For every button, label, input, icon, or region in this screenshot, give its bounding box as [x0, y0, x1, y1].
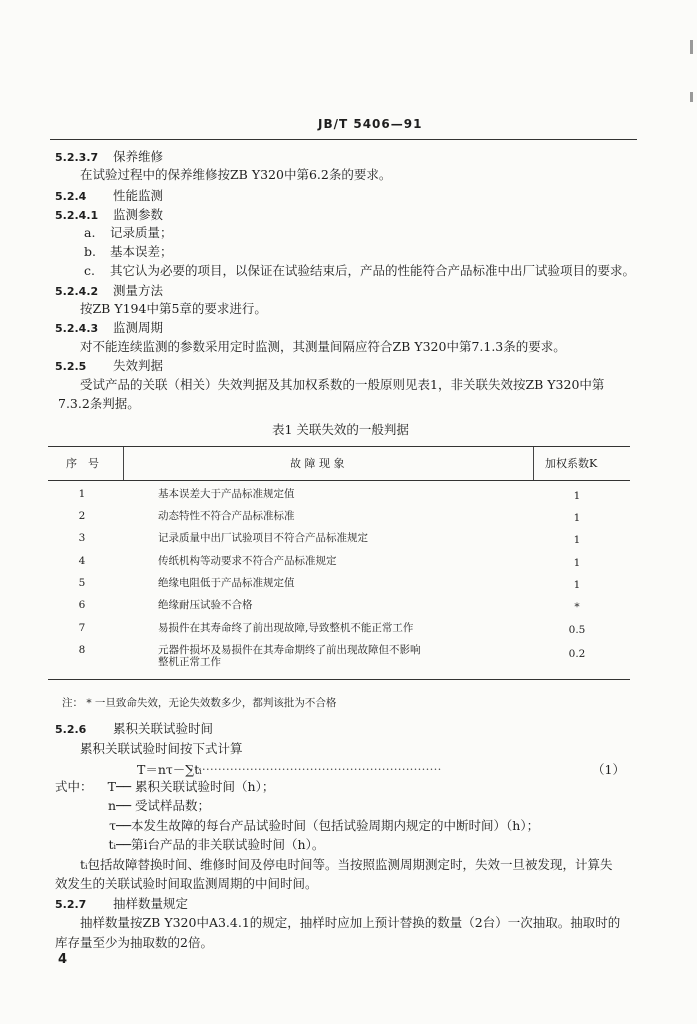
list-item	[84, 263, 635, 279]
section-number: 5.2.3.7	[55, 151, 99, 164]
section-5242-heading	[55, 283, 163, 300]
doc-code: JB/T 5406—91	[318, 117, 423, 131]
row-phenomenon: 绝缘电阻低于产品标准规定值	[158, 577, 295, 589]
section-title: 监测周期	[113, 320, 164, 335]
definition-line	[92, 837, 324, 853]
row-phenomenon: 传纸机构等动要求不符合产品标准规定	[158, 555, 337, 567]
row-weight: 1	[573, 512, 581, 524]
row-index: 4	[78, 555, 86, 567]
section-5237-heading	[55, 149, 163, 166]
list-item	[84, 225, 173, 241]
table-column-divider	[533, 447, 534, 480]
row-weight: *	[574, 601, 580, 613]
definition-text: ── 累积关联试验时间（h）；	[116, 779, 275, 794]
row-index: 3	[78, 532, 86, 544]
section-526-note-line1: tᵢ包括故障替换时间、维修时间及停电时间等。当按照监测周期测定时，失效一旦被发现，计算失	[80, 857, 613, 872]
section-title: 失效判据	[113, 358, 164, 373]
section-number: 5.2.6	[55, 723, 87, 736]
table-bottom-rule	[48, 679, 630, 680]
section-number: 5.2.4.1	[55, 209, 99, 222]
section-524-heading	[55, 188, 163, 205]
section-527-body-line2: 库存量至少为抽取数的2倍。	[55, 935, 213, 950]
list-item	[84, 244, 173, 260]
section-5237-body: 在试验过程中的保养维修按ZB Y320中第6.2条的要求。	[80, 167, 392, 182]
formula: T＝nτ－∑tᵢ	[137, 762, 202, 777]
row-weight: 1	[573, 534, 581, 546]
section-526-heading	[55, 721, 213, 738]
section-525-body-line2: 7.3.2条判据。	[58, 396, 140, 411]
section-number: 5.2.7	[55, 898, 87, 911]
row-index: 8	[78, 644, 86, 656]
formula-leader-dots: ·······························································	[190, 763, 442, 776]
definition-text: ── 受试样品数；	[116, 798, 211, 813]
row-weight: 1	[573, 557, 581, 569]
row-phenomenon: 易损件在其寿命终了前出现故障,导致整机不能正常工作	[158, 622, 414, 634]
list-mark: b.	[84, 244, 96, 259]
section-title: 抽样数量规定	[113, 896, 189, 911]
row-weight: 1	[573, 490, 581, 502]
row-index: 2	[78, 510, 86, 522]
section-title: 测量方法	[113, 283, 164, 298]
table-caption: 表1 关联失效的一般判据	[272, 422, 409, 437]
list-mark: a.	[84, 225, 96, 240]
page-number: 4	[58, 952, 68, 967]
section-527-heading	[55, 896, 188, 913]
scan-edge-mark	[690, 92, 693, 102]
section-5243-body: 对不能连续监测的参数采用定时监测，其测量间隔应符合ZB Y320中第7.1.3条的要求。	[80, 339, 566, 354]
row-phenomenon: 绝缘耐压试验不合格	[158, 599, 253, 611]
section-title: 保养维修	[113, 149, 164, 164]
section-number: 5.2.5	[55, 360, 87, 373]
row-index: 7	[78, 622, 86, 634]
definition-text: ──第i台产品的非关联试验时间（h）。	[116, 837, 325, 852]
row-phenomenon: 基本误差大于产品标准规定值	[158, 488, 295, 500]
table-note: 注： * 一旦致命失效，无论失效数多少，都判该批为不合格	[62, 697, 337, 709]
definition-symbol: T	[107, 779, 116, 794]
section-title: 性能监测	[113, 188, 164, 203]
table-top-rule	[48, 446, 630, 447]
row-phenomenon: 动态特性不符合产品标准标准	[158, 510, 295, 522]
table-column-divider	[123, 447, 124, 480]
table-header-index: 序 号	[66, 457, 99, 470]
where-label: 式中：	[55, 779, 93, 794]
row-phenomenon: 记录质量中出厂试验项目不符合产品标准规定	[158, 532, 368, 544]
section-526-note-line2: 效发生的关联试验时间取监测周期的中间时间。	[55, 876, 318, 891]
row-weight: 0.5	[568, 624, 586, 636]
row-phenomenon-line2: 整机正常工作	[158, 656, 221, 668]
list-mark: c.	[84, 263, 95, 278]
row-weight: 1	[573, 579, 581, 591]
section-5243-heading	[55, 320, 163, 337]
row-phenomenon-line1: 元器件损坏及易损件在其寿命期终了前出现故障但不影响	[158, 644, 421, 656]
row-index: 5	[78, 577, 86, 589]
scan-edge-mark	[690, 40, 693, 54]
section-525-body-line1: 受试产品的关联（相关）失效判据及其加权系数的一般原则见表1，非关联失效按ZB Y320中第	[80, 377, 605, 392]
header-rule	[50, 139, 637, 140]
row-weight: 0.2	[568, 648, 586, 660]
section-number: 5.2.4.3	[55, 322, 99, 335]
row-index: 1	[78, 488, 86, 500]
section-number: 5.2.4	[55, 190, 87, 203]
list-text: 记录质量；	[110, 225, 173, 240]
definition-symbol: n	[107, 798, 116, 813]
formula-intro: 累积关联试验时间按下式计算	[80, 741, 243, 756]
section-title: 监测参数	[113, 207, 164, 222]
list-text: 基本误差；	[110, 244, 173, 259]
definition-line	[92, 798, 210, 814]
definition-symbol: tᵢ	[108, 837, 116, 852]
definition-text: ──本发生故障的每台产品试验时间（包括试验周期内规定的中断时间）（h）；	[116, 818, 540, 833]
row-index: 6	[78, 599, 86, 611]
list-text: 其它认为必要的项目，以保证在试验结束后，产品的性能符合产品标准中出厂试验项目的要求。	[110, 263, 636, 278]
table-header-weight: 加权系数K	[545, 457, 598, 470]
definition-line	[92, 779, 274, 795]
section-525-heading	[55, 358, 163, 375]
formula-number: （1）	[592, 762, 625, 777]
section-title: 累积关联试验时间	[113, 721, 214, 736]
definition-symbol: τ	[109, 818, 116, 833]
section-number: 5.2.4.2	[55, 285, 99, 298]
section-527-body-line1: 抽样数量按ZB Y320中A3.4.1的规定，抽样时应加上预计替换的数量（2台）一次抽取。抽取时的	[80, 915, 621, 930]
section-5241-heading	[55, 207, 163, 224]
definition-line	[92, 818, 539, 834]
table-header-phenomenon: 故 障 现 象	[290, 457, 345, 470]
table-header-rule	[48, 480, 630, 481]
section-5242-body: 按ZB Y194中第5章的要求进行。	[80, 301, 267, 316]
